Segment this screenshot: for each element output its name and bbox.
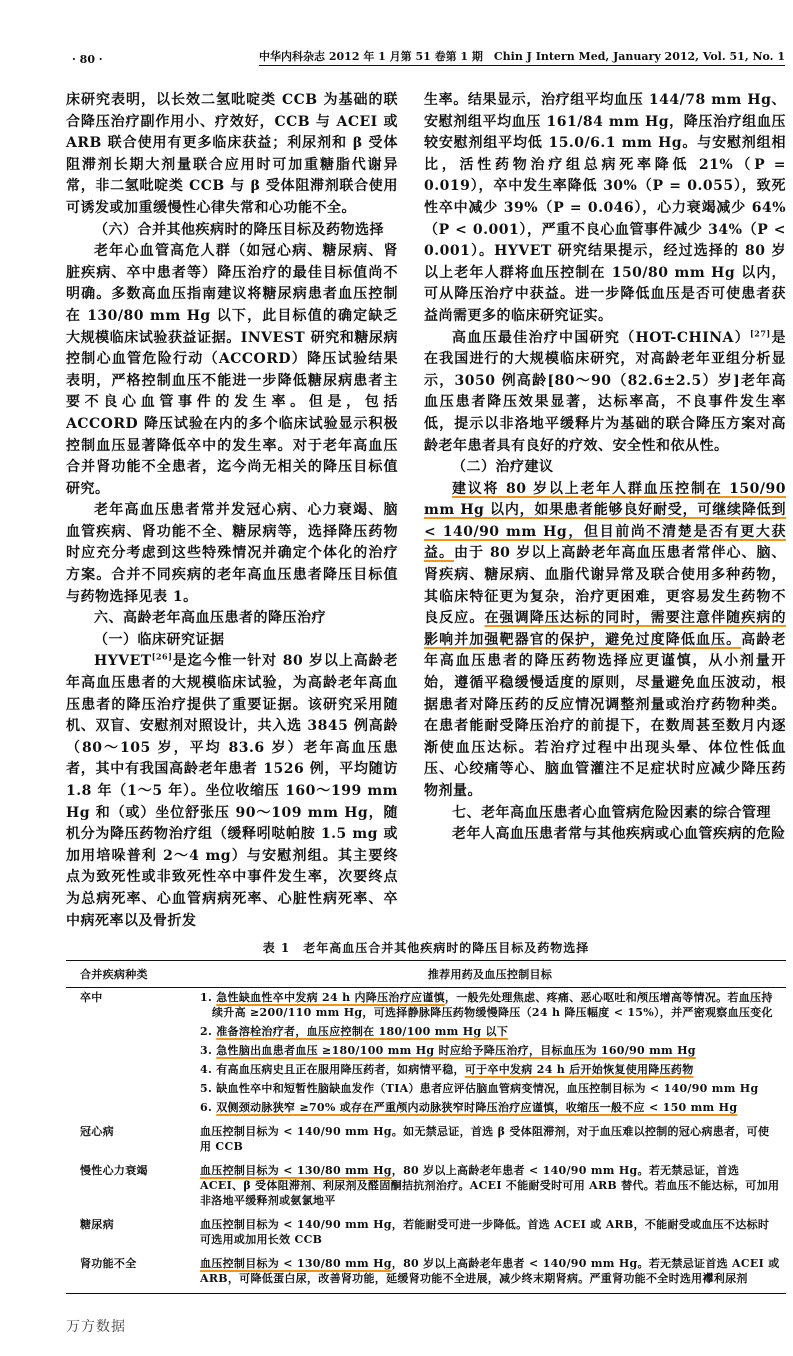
text-segment: 高龄老年高血压患者的降压药物选择应更谨慎，从小剂量开始，遵循平稳缓慢适度的原则，尽量避免血压波动，根据患者对降压药的反应情况调整剂量或治疗药物种类。在患者能耐受降压治疗的前提下，在数周甚至数月内逐渐使血压达标。若治疗过程中出现头晕、体位性低血压、心绞痛等心、脑血管灌注不足症状时应减少降压药物剂量。 bbox=[424, 631, 786, 799]
underlined-text: 在强调降压达标的同时，需要注意伴随疾病的影响并加强靶器官的保护，避免过度降低血压。 bbox=[424, 610, 787, 648]
text-segment: 血压控制目标为 < 140/90 mm Hg。如无禁忌证，首选 β 受体阻滞剂，对于血压难以控制的冠心病患者，可使用 CCB bbox=[200, 1125, 770, 1154]
table-row bbox=[66, 1215, 786, 1254]
underlined-text: 准备溶栓治疗者，血压应控制在 180/100 mm Hg 以下 bbox=[216, 1025, 509, 1039]
recommendation-item bbox=[200, 1081, 780, 1096]
running-header bbox=[66, 48, 785, 66]
recommendation-item bbox=[200, 1256, 780, 1286]
text-segment: （一）临床研究证据 bbox=[94, 631, 225, 648]
recommendation-item bbox=[200, 1043, 780, 1058]
paragraph bbox=[66, 630, 398, 652]
text-segment: 七、老年高血压患者心血管病危险因素的综合管理 bbox=[452, 804, 771, 821]
table-row bbox=[66, 988, 786, 1122]
recommendation-cell bbox=[200, 1256, 786, 1290]
text-segment: 5. 缺血性卒中和短暂性脑缺血发作（TIA）患者应评估脑血管病变情况，血压控制目标为 < 140/90 mm Hg bbox=[200, 1082, 759, 1096]
table-row bbox=[66, 1161, 786, 1215]
paragraph bbox=[66, 90, 398, 220]
text-segment: 1. bbox=[200, 991, 217, 1005]
underlined-text: 建议将 80 岁以上老年人群血压控制在 150/90 mm Hg 以内，如果患者能够良好耐受，可继续降低到 < 140/90 mm Hg，但目前尚不清楚是否有更大获益。 bbox=[424, 480, 786, 562]
disease-cell: 冠心病 bbox=[80, 1125, 114, 1139]
paragraph bbox=[66, 241, 398, 500]
right-column bbox=[424, 90, 786, 932]
recommendation-item bbox=[200, 1217, 780, 1247]
text-segment: 6. bbox=[200, 1101, 217, 1115]
underlined-text: 急性脑出血患者血压 ≥180/100 mm Hg 时应给予降压治疗，目标血压为 160/90 mm Hg bbox=[216, 1044, 696, 1058]
paragraph bbox=[424, 457, 786, 479]
disease-cell: 慢性心力衰竭 bbox=[80, 1164, 148, 1178]
citation-ref: [27] bbox=[750, 327, 771, 338]
page-number: · 80 · bbox=[72, 53, 103, 66]
paragraph bbox=[424, 824, 786, 846]
text-segment: 老年人高血压患者常与其他疾病或心血管疾病的危险 bbox=[452, 826, 786, 843]
table-caption: 表 1 老年高血压合并其他疾病时的降压目标及药物选择 bbox=[262, 941, 590, 956]
recommendation-cell bbox=[200, 1217, 786, 1251]
text-segment: 床研究表明，以长效二氢吡啶类 CCB 为基础的联合降压治疗副作用小、疗效好，CCB 与 ACEI 或 ARB 联合使用有更多临床获益；利尿剂和 β 受体阻滞剂长期大剂量联合应用时可加重糖脂代谢异常，非二氢吡啶类 CCB 与 β 受体阻滞剂联合使用可诱发或加重缓慢性心律失常和心功能不全。 bbox=[66, 92, 398, 216]
text-segment: （二）治疗建议 bbox=[452, 459, 554, 476]
disease-cell: 糖尿病 bbox=[80, 1218, 114, 1232]
underlined-text: 血压控制目标为 < 130/80 mm Hg bbox=[200, 1257, 392, 1271]
text-segment: 生率。结果显示，治疗组平均血压 144/78 mm Hg、安慰剂组平均血压 161/84 mm Hg，降压治疗组血压较安慰剂组平均低 15.0/6.1 mm Hg。与安慰剂组相比，活性药物治疗组总病死率降低 21%（P = 0.019），卒中发生率降低 30%（P = 0.055），致死性卒中减少 39%（P = 0.046），心力衰竭减少 64%（P < 0.001），严重不良心血管事件减少 34%（P < 0.001）。HYVET 研究结果提示，经过选择的 80 岁以上老年人群将血压控制在 150/80 mm Hg 以内，可从降压治疗中获益。进一步降低血压是否可使患者获益尚需更多的临床研究证实。 bbox=[424, 92, 786, 324]
paragraph bbox=[424, 328, 786, 458]
paragraph bbox=[66, 608, 398, 630]
recommendation-cell bbox=[200, 1124, 786, 1158]
recommendation-cell bbox=[200, 1163, 786, 1212]
text-segment: ，80 岁以上高龄老年患者 < 140/90 mm Hg。若无禁忌证，首选 ACEI、β 受体阻滞剂、利尿剂及醛固酮拮抗剂治疗。ACEI 不能耐受时可用 ARB 替代。若血压不能达标，可加用非洛地平缓释剂或氨氯地平 bbox=[200, 1164, 780, 1208]
text-segment: 是在我国进行的大规模临床研究，对高龄老年亚组分析显示，3050 例高龄[80～90（82.6±2.5）岁]老年高血压患者降压效果显著，达标率高，不良事件发生率低，提示以非洛地平缓释片为基础的联合降压方案对高龄老年患者具有良好的疗效、安全性和依从性。 bbox=[424, 329, 786, 454]
text-segment: 由于 80 岁以上高龄老年高血压患者常伴心、脑、肾疾病、糖尿病、血脂代谢异常及联合使用多种药物，其临床特征更为复杂，治疗更困难，更容易发生药物不良反应。 bbox=[424, 545, 787, 627]
table-row bbox=[66, 1254, 786, 1293]
header-recommendation: 推荐用药及血压控制目标 bbox=[427, 968, 553, 982]
disease-cell: 卒中 bbox=[80, 991, 103, 1005]
underlined-text: 双侧颈动脉狭窄 ≥70% 或存在严重颅内动脉狭窄时降压治疗应谨慎，收缩压一般不应 < 150 mm Hg bbox=[216, 1101, 738, 1115]
two-column-body bbox=[66, 90, 786, 932]
text-segment: 血压控制目标为 < 140/90 mm Hg，若能耐受可进一步降低。首选 ACEI 或 ARB，不能耐受或血压不达标时可选用或加用长效 CCB bbox=[200, 1218, 770, 1247]
journal-header: 中华内科杂志 2012 年 1 月第 51 卷第 1 期 Chin J Intern Med, January 2012, Vol. 51, No. 1 bbox=[259, 48, 785, 66]
text-segment: 3. bbox=[200, 1044, 217, 1058]
text-segment: 老年心血管高危人群（如冠心病、糖尿病、肾脏疾病、卒中患者等）降压治疗的最佳目标值尚不明确。多数高血压指南建议将糖尿病患者血压控制在 130/80 mm Hg 以下，此目标值的确定缺乏大规模临床试验获益证据。INVEST 研究和糖尿病控制心血管危险行动（ACCORD）降压试验结果表明，严格控制血压不能进一步降低糖尿病患者主要不良心血管事件的发生率。但是，包括 ACCORD 降压试验在内的多个临床试验显示积极控制血压显著降低卒中的发生率。对于老年高血压合并肾功能不全患者，迄今尚无相关的降压目标值研究。 bbox=[66, 243, 398, 497]
paragraph bbox=[66, 651, 398, 932]
text-segment: 4. 有高血压病史且正在服用降压药者，如病情平稳， bbox=[200, 1063, 465, 1077]
text-segment: 2. bbox=[200, 1025, 217, 1039]
header-disease: 合并疾病种类 bbox=[80, 968, 148, 982]
text-segment: 六、高龄老年高血压患者的降压治疗 bbox=[94, 610, 326, 627]
text-segment: ，80 岁以上高龄老年患者 < 140/90 mm Hg。若无禁忌证首选 ACEI 或 ARB，可降低蛋白尿，改善肾功能，延缓肾功能不全进展，减少终末期肾病。严重肾功能不全时选用襻利尿剂 bbox=[200, 1257, 780, 1286]
recommendation-item bbox=[200, 1163, 780, 1208]
recommendation-item bbox=[200, 1062, 780, 1077]
watermark-footer: 万方数据 bbox=[66, 1319, 126, 1336]
paragraph bbox=[424, 90, 786, 328]
text-segment: 老年高血压患者常并发冠心病、心力衰竭、脑血管疾病、肾功能不全、糖尿病等，选择降压药物时应充分考虑到这些特殊情况并确定个体化的治疗方案。合并不同疾病的老年高血压患者降压目标值与药物选择见表 1。 bbox=[66, 502, 398, 605]
paragraph bbox=[424, 803, 786, 825]
recommendation-cell bbox=[200, 990, 786, 1119]
text-segment: ，一般先处理焦虑、疼痛、恶心呕吐和颅压增高等情况。若血压持续升高 ≥200/110 mm Hg，可选择静脉降压药物缓慢降压（24 h 降压幅度 < 15%），并严密观察血压变化 bbox=[212, 991, 773, 1020]
text-segment: （六）合并其他疾病时的降压目标及药物选择 bbox=[94, 221, 384, 238]
recommendation-item bbox=[200, 1124, 780, 1154]
recommendation-item bbox=[200, 990, 780, 1020]
recommendation-item bbox=[200, 1100, 780, 1115]
citation-ref: [26] bbox=[151, 651, 173, 662]
underlined-text: 血压控制目标为 < 130/80 mm Hg bbox=[200, 1164, 392, 1178]
disease-cell: 肾功能不全 bbox=[80, 1257, 137, 1271]
table-1 bbox=[66, 960, 786, 1294]
underlined-text: 急性缺血性卒中发病 24 h 内降压治疗应谨慎 bbox=[216, 991, 445, 1005]
table-body bbox=[66, 988, 786, 1293]
underlined-text: 可于卒中发病 24 h 后开始恢复使用降压药物 bbox=[464, 1063, 694, 1077]
paragraph bbox=[66, 220, 398, 242]
table-row bbox=[66, 1122, 786, 1161]
paragraph bbox=[424, 479, 786, 803]
text-segment: HYVET bbox=[94, 653, 152, 670]
recommendation-item bbox=[200, 1024, 780, 1039]
text-segment: 高血压最佳治疗中国研究（HOT-CHINA） bbox=[452, 329, 750, 346]
paragraph bbox=[66, 500, 398, 608]
text-segment: 是迄今惟一针对 80 岁以上高龄老年高血压患者的大规模临床试验，为高龄老年高血压患者的降压治疗提供了重要证据。该研究采用随机、双盲、安慰剂对照设计，共入选 3845 例高龄（80～105 岁，平均 83.6 岁）老年高血压患者，其中有我国高龄老年患者 1526 例，平均随访 1.8 年（1～5 年）。坐位收缩压 160～199 mm Hg 和（或）坐位舒张压 90～109 mm Hg，随机分为降压药物治疗组（缓释吲哒帕胺 1.5 mg 或加用培哚普利 2～4 mg）与安慰剂组。其主要终点为致死性或非致死性卒中事件发生率，次要终点为总病死率、心血管病病死率、心脏性病死率、卒中病死率以及骨折发 bbox=[66, 653, 398, 929]
left-column bbox=[66, 90, 398, 932]
table-header-row bbox=[66, 961, 786, 988]
